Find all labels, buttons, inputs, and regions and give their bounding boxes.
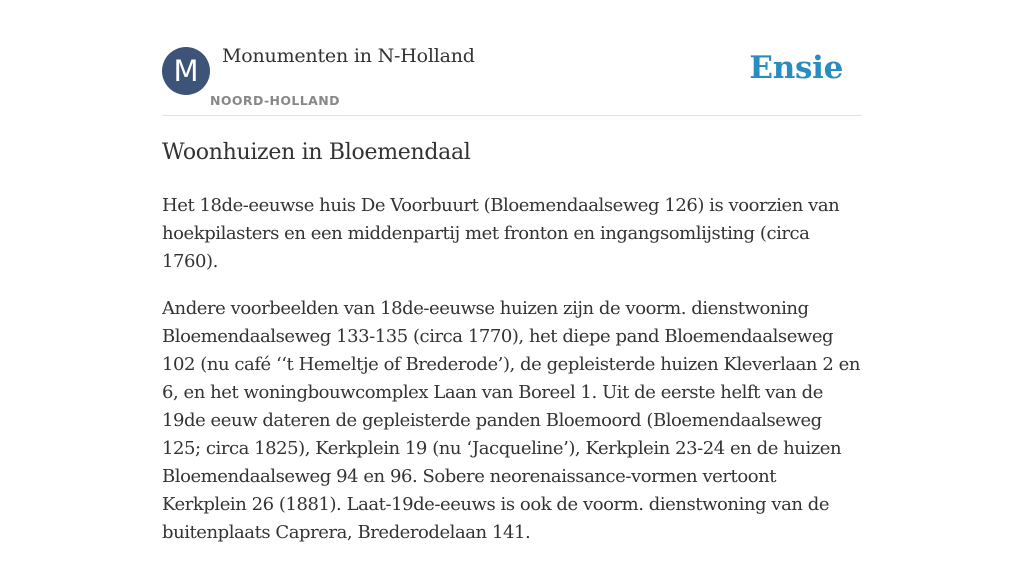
content-container [162, 0, 862, 543]
article-paragraph: Andere voorbeelden van 18de-eeuwse huizen zijn de voorm. dienstwoning Bloemendaalseweg 133-135 (circa 1770), het diepe pand Bloemendaalseweg 102 (nu café ‘‘t Hemeltje of Brederode’), de gepleisterde huizen Kleverlaan 2 en 6, en het woningbouwcomplex Laan van Boreel 1. Uit de eerste helft van de 19de eeuw dateren de gepleisterde panden Bloemoord (Bloemendaalseweg 125; circa 1825), Kerkplein 19 (nu ‘Jacqueline’), Kerkplein 23-24 en de huizen Bloemendaalseweg 94 en 96. Sobere neorenaissance-vormen vertoont Kerkplein 26 (1881). Laat-19de-eeuws is ook de voorm. dienstwoning van de buitenplaats Caprera, Brederodelaan 141. [162, 298, 860, 543]
book-title-link[interactable]: Monumenten in N-Holland [222, 45, 475, 67]
book-avatar[interactable]: M [162, 47, 210, 95]
ensie-logo[interactable]: Ensie [749, 50, 843, 86]
category-link[interactable]: NOORD-HOLLAND [210, 93, 340, 108]
article-paragraph: Het 18de-eeuwse huis De Voorbuurt (Bloemendaalseweg 126) is voorzien van hoekpilasters en een middenpartij met fronton en ingangsomlijsting (circa 1760). [162, 195, 840, 272]
article-title: Woonhuizen in Bloemendaal [162, 140, 471, 165]
header [162, 0, 862, 116]
article-body [162, 192, 862, 566]
